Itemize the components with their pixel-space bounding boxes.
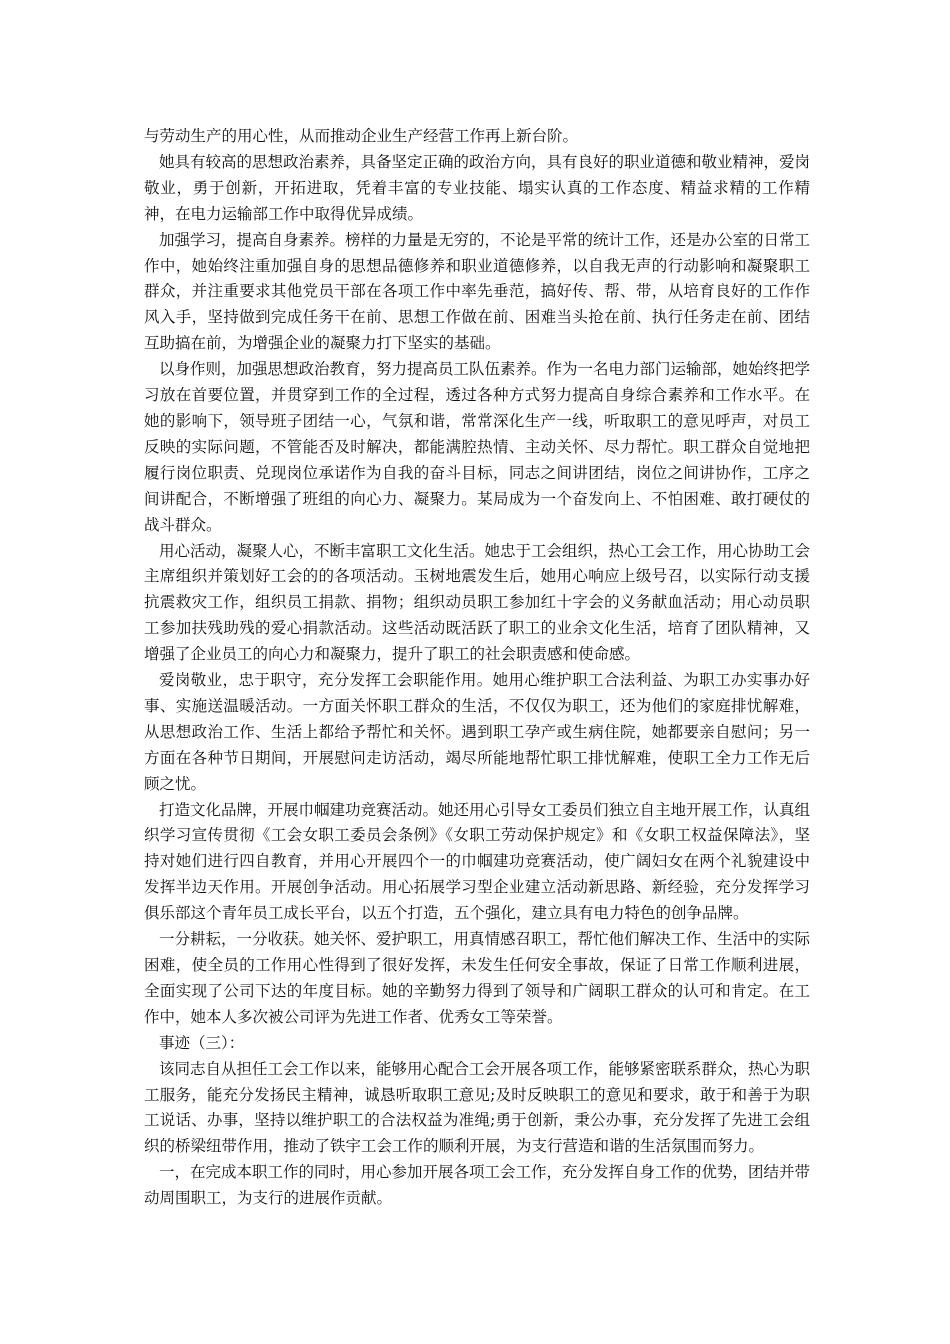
paragraph-4: 以身作则，加强思想政治教育，努力提高员工队伍素养。作为一名电力部门运输部，她始终把学习放在首要位置，并贯穿到工作的全过程，透过各种方式努力提高自身综合素养和工作水平。在她的影响下，领导班子团结一心，气氛和谐，常常深化生产一线，听取职工的意见呼声，对员工反映的实际问题，不管能否及时解决，都能满腔热情、主动关怀、尽力帮忙。职工群众自觉地把履行岗位职责、兑现岗位承诺作为自我的奋斗目标，同志之间讲团结，岗位之间讲协作，工序之间讲配合，不断增强了班组的向心力、凝聚力。某局成为一个奋发向上、不怕困难、敢打硬仗的战斗群众。 xyxy=(144,360,811,534)
paragraph-3: 加强学习，提高自身素养。榜样的力量是无穷的，不论是平常的统计工作，还是办公室的日常工作中，她始终注重加强自身的思想品德修养和职业道德修养，以自我无声的行动影响和凝聚职工群众，并注重要求其他党员干部在各项工作中率先垂范，搞好传、帮、带，从培育良好的工作作风入手，坚持做到完成任务干在前、思想工作做在前、困难当头抢在前、执行任务走在前、团结互助搞在前，为增强企业的凝聚力打下坚实的基础。 xyxy=(144,230,811,353)
paragraph-7: 打造文化品牌，开展巾帼建功竞赛活动。她还用心引导女工委员们独立自主地开展工作，认真组织学习宣传贯彻《工会女职工委员会条例》《女职工劳动保护规定》和《女职工权益保障法》，坚持对她们进行四自教育，并用心开展四个一的巾帼建功竞赛活动，使广阔妇女在两个礼貌建设中发挥半边天作用。开展创争活动。用心拓展学习型企业建立活动新思路、新经验，充分发挥学习俱乐部这个青年员工成长平台，以五个打造，五个强化，建立具有电力特色的创争品牌。 xyxy=(144,800,811,923)
paragraph-5: 用心活动，凝聚人心，不断丰富职工文化生活。她忠于工会组织，热心工会工作，用心协助工会主席组织并策划好工会的的各项活动。玉树地震发生后，她用心响应上级号召，以实际行动支援抗震救灾工作，组织员工捐款、捐物；组织动员职工参加红十字会的义务献血活动；用心动员职工参加扶残助残的爱心捐款活动。这些活动既活跃了职工的业余文化生活，培育了团队精神，又增强了企业员工的向心力和凝聚力，提升了职工的社会职责感和使命感。 xyxy=(144,541,811,664)
section-heading: 事迹（三）： xyxy=(159,1033,245,1052)
paragraph-1: 与劳动生产的用心性，从而推动企业生产经营工作再上新台阶。 xyxy=(144,127,579,145)
paragraph-10: 一，在完成本职工作的同时，用心参加开展各项工会工作，充分发挥自身工作的优势，团结并带动周围职工，为支行的进展作贡献。 xyxy=(144,1163,811,1208)
paragraph-9: 该同志自从担任工会工作以来，能够用心配合工会开展各项工作，能够紧密联系群众，热心为职工服务，能充分发扬民主精神，诚恳听取职工意见;及时反映职工的意见和要求，敢于和善于为职工说话、办事，坚持以维护职工的合法权益为准绳;勇于创新，秉公办事，充分发挥了先进工会组织的桥梁纽带作用，推动了铁宇工会工作的顺利开展，为支行营造和谐的生活氛围而努力。 xyxy=(144,1059,811,1156)
document-page xyxy=(144,124,810,1212)
paragraph-6: 爱岗敬业，忠于职守，充分发挥工会职能作用。她用心维护职工合法利益、为职工办实事办好事、实施送温暖活动。一方面关怀职工群众的生活，不仅仅为职工，还为他们的家庭排忧解难，从思想政治工作、生活上都给予帮忙和关怀。遇到职工孕产或生病住院，她都要亲自慰问；另一方面在各种节日期间，开展慰问走访活动，竭尽所能地帮忙职工排忧解难，使职工全力工作无后顾之忧。 xyxy=(144,671,810,793)
paragraph-8: 一分耕耘，一分收获。她关怀、爱护职工，用真情感召职工，帮忙他们解决工作、生活中的实际困难，使全员的工作用心性得到了很好发挥，未发生任何安全事故，保证了日常工作顺利进展，全面实现了公司下达的年度目标。她的辛勤努力得到了领导和广阔职工群众的认可和肯定。在工作中，她本人多次被公司评为先进工作者、优秀女工等荣誉。 xyxy=(144,930,811,1026)
paragraph-2: 她具有较高的思想政治素养，具备坚定正确的政治方向，具有良好的职业道德和敬业精神，爱岗敬业，勇于创新，开拓进取，凭着丰富的专业技能、塌实认真的工作态度、精益求精的工作精神，在电力运输部工作中取得优异成绩。 xyxy=(144,152,811,223)
